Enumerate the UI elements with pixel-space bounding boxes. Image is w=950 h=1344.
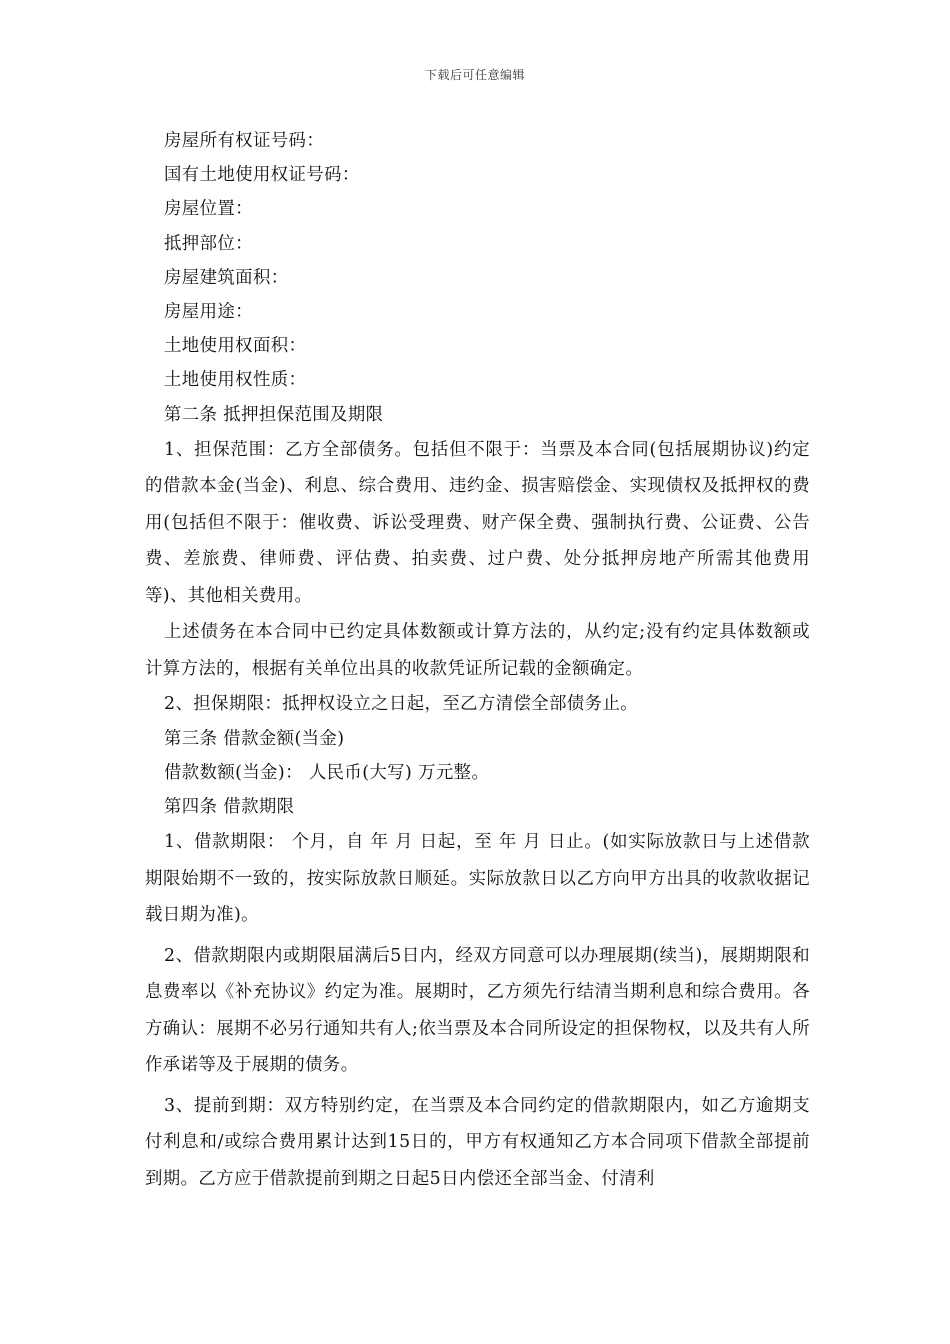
- field-building-area: 房屋建筑面积：: [164, 267, 289, 288]
- article-4-clause-2: 2、借款期限内或期限届满后5日内，经双方同意可以办理展期(续当)，展期期限和息费率以《补充协议》约定为准。展期时，乙方须先行结清当期利息和综合费用。各方确认：展期不必另行通知共有人;依当票及本合同所设定的担保物权，以及共有人所作承诺等及于展期的债务。: [145, 945, 810, 1076]
- article-4-clause-3: 3、提前到期：双方特别约定，在当票及本合同约定的借款期限内，如乙方逾期支付利息和/或综合费用累计达到15日的，甲方有权通知乙方本合同项下借款全部提前到期。乙方应于借款提前到期之日起5日内偿还全部当金、付清利: [145, 1095, 810, 1189]
- document-body: [145, 124, 810, 1197]
- article-4-clause-1: 1、借款期限： 个月，自 年 月 日起，至 年 月 日止。(如实际放款日与上述借款期限始期不一致的，按实际放款日顺延。实际放款日以乙方向甲方出具的收款收据记载日期为准)。: [145, 832, 810, 926]
- article-4-heading: 第四条 借款期限: [164, 796, 295, 817]
- article-3-heading: 第三条 借款金额(当金): [164, 728, 345, 749]
- field-property-cert-no: 房屋所有权证号码：: [164, 131, 325, 151]
- field-land-use-area: 土地使用权面积：: [164, 336, 307, 357]
- page-header: 下载后可任意编辑: [424, 68, 525, 82]
- field-mortgage-part: 抵押部位：: [164, 233, 253, 254]
- article-3-amount: 借款数额(当金)： 人民币(大写) 万元整。: [164, 762, 490, 783]
- article-2-heading: 第二条 抵押担保范围及期限: [164, 404, 384, 425]
- article-2-clause-1: 1、担保范围：乙方全部债务。包括但不限于：当票及本合同(包括展期协议)约定的借款本金(当金)、利息、综合费用、违约金、损害赔偿金、实现债权及抵押权的费用(包括但不限于：催收费、诉讼受理费、财产保全费、强制执行费、公证费、公告费、差旅费、律师费、评估费、拍卖费、过户费、处分抵押房地产所需其他费用等)、其他相关费用。: [145, 439, 810, 606]
- field-property-location: 房屋位置：: [164, 199, 253, 220]
- field-land-use-cert-no: 国有土地使用权证号码：: [164, 165, 360, 186]
- field-property-use: 房屋用途：: [164, 302, 253, 323]
- field-land-use-nature: 土地使用权性质：: [164, 370, 307, 391]
- article-2-clause-2: 2、担保期限：抵押权设立之日起，至乙方清偿全部债务止。: [164, 694, 639, 715]
- article-2-clause-note: 上述债务在本合同中已约定具体数额或计算方法的，从约定;没有约定具体数额或计算方法的，根据有关单位出具的收款凭证所记载的金额确定。: [145, 622, 810, 679]
